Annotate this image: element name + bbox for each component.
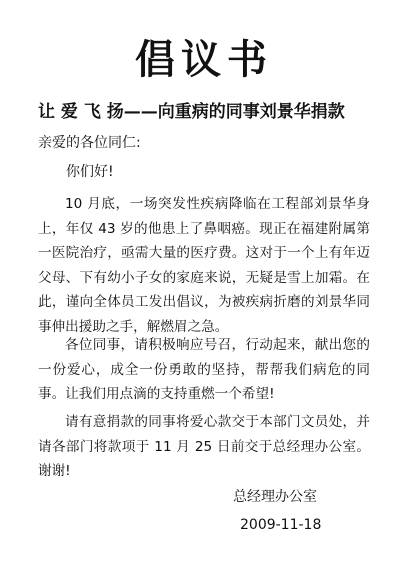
signature: 总经理办公室 bbox=[233, 489, 317, 505]
paragraph-appeal: 各位同事，请积极响应号召，行动起来，献出您的一份爱心，成全一份勇敢的坚持，帮帮我们病危的同事。让我们用点滴的支持重燃一个希望! bbox=[38, 337, 370, 402]
document-subtitle: 让 爱 飞 扬——向重病的同事刘景华捐款 bbox=[38, 102, 345, 122]
document-title: 倡议书 bbox=[135, 36, 273, 83]
salutation: 亲爱的各位同仁: bbox=[38, 135, 141, 151]
paragraph-instructions: 请有意捐款的同事将爱心款交于本部门文员处，并请各部门将款项于 11 月 25 日前交于总经理办公室。谢谢! bbox=[38, 414, 370, 479]
paragraph-situation: 10 月底，一场突发性疾病降临在工程部刘景华身上，年仅 43 岁的他患上了鼻咽癌。现正在福建附属第一医院治疗，亟需大量的医疗费。这对于一个上有年迈父母、下有幼小子女的家庭来说，无疑是雪上加霜。在此，谨向全体员工发出倡议，为被疾病折磨的刘景华同事伸出援助之手，解燃眉之急。 bbox=[38, 196, 370, 335]
document-date: 2009-11-18 bbox=[240, 517, 322, 533]
greeting: 你们好! bbox=[66, 164, 114, 180]
